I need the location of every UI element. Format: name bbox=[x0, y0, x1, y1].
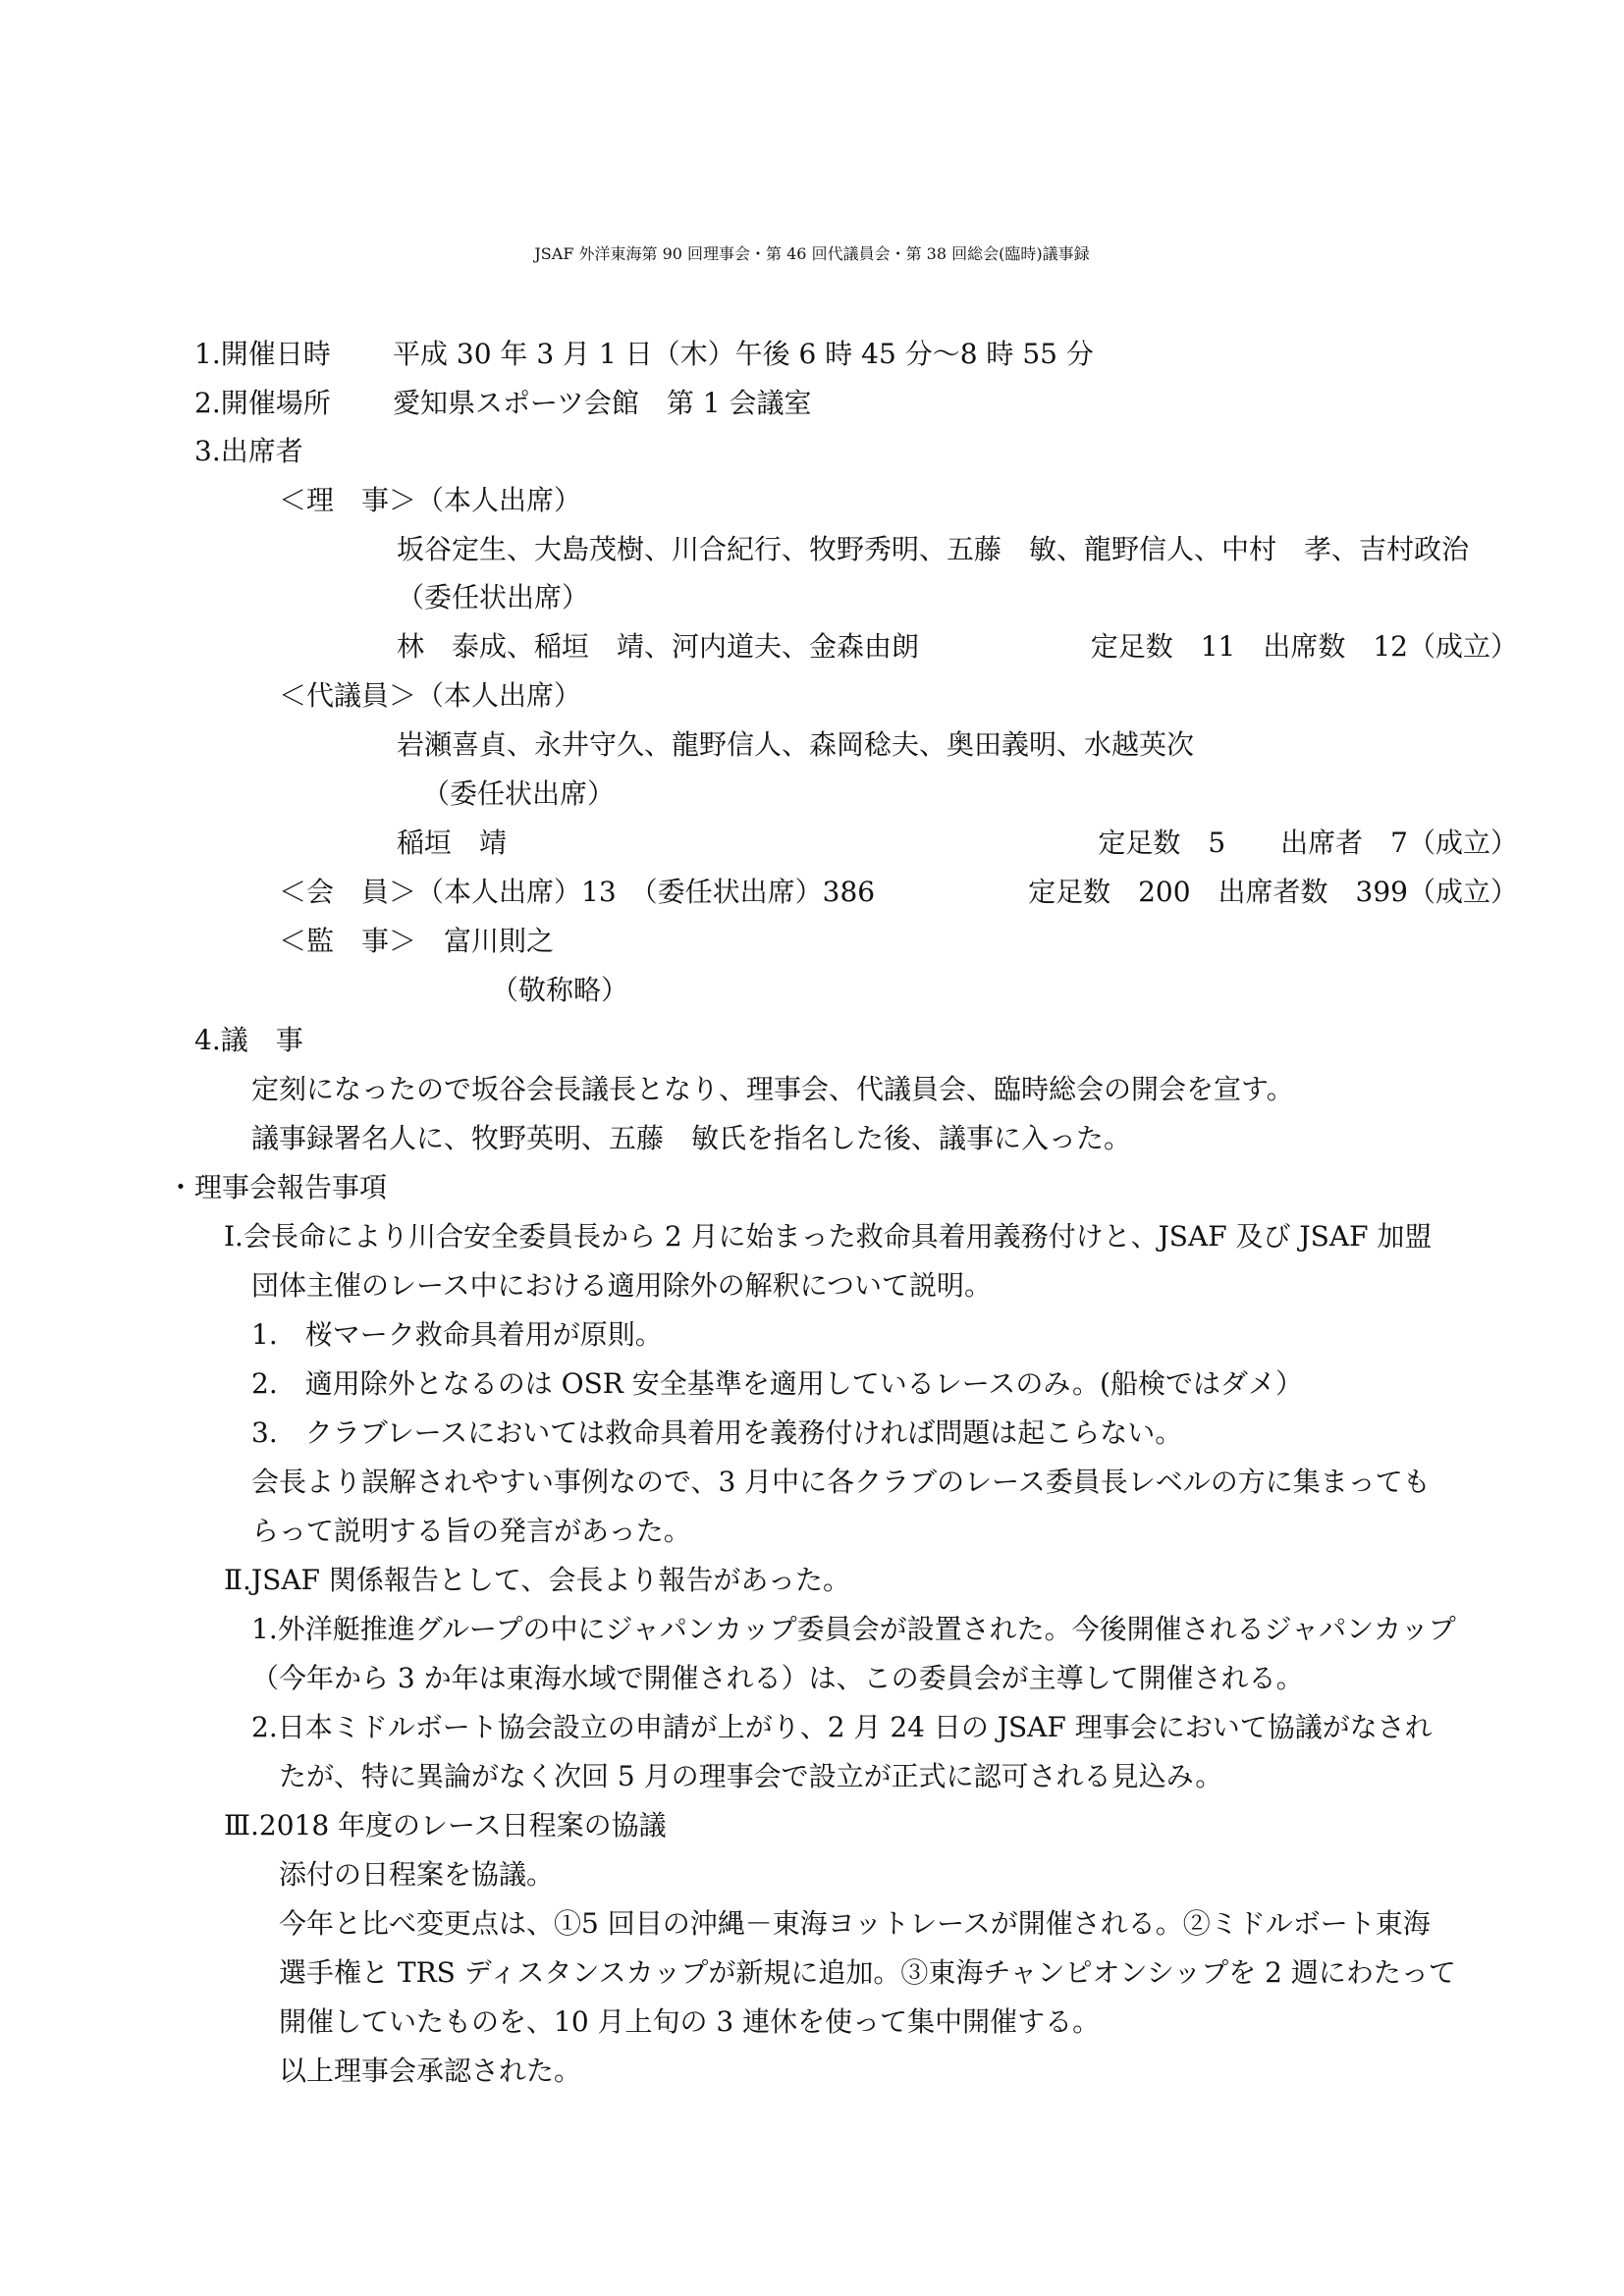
report-item3-line2: 今年と比べ変更点は、①5 回目の沖縄－東海ヨットレースが開催される。②ミドルボート東海 bbox=[279, 1907, 1431, 1940]
report-item1-line3: 会長より誤解されやすい事例なので、3 月中に各クラブのレース委員長レベルの方に集まっても bbox=[251, 1466, 1431, 1498]
report-item1-line1: Ⅰ.会長命により川合安全委員長から 2 月に始まった救命具着用義務付けと、JSAF 及び JSAF 加盟 bbox=[224, 1220, 1433, 1253]
report-item1-list-3: 3. クラブレースにおいては救命具着用を義務付ければ問題は起こらない。 bbox=[251, 1416, 1183, 1449]
report-item2-2-line2: たが、特に異論がなく次回 5 月の理事会で設立が正式に認可される見込み。 bbox=[279, 1760, 1223, 1792]
delegates-present: 岩瀬喜貞、永井守久、龍野信人、森岡稔夫、奥田義明、水越英次 bbox=[397, 728, 1195, 761]
report-item2-heading: Ⅱ.JSAF 関係報告として、会長より報告があった。 bbox=[224, 1564, 851, 1596]
directors-heading: ＜理 事＞（本人出席） bbox=[279, 484, 582, 516]
members-quorum: 定足数 200 出席者数 399（成立） bbox=[1028, 876, 1518, 908]
report-item3-line5: 以上理事会承認された。 bbox=[279, 2055, 582, 2087]
date-value: 平成 30 年 3 月 1 日（木）午後 6 時 45 分～8 時 55 分 bbox=[393, 338, 1094, 370]
delegates-heading: ＜代議員＞（本人出席） bbox=[279, 679, 582, 712]
report-item2-1-line1: 1.外洋艇推進グループの中にジャパンカップ委員会が設置された。今後開催されるジャパンカップ bbox=[251, 1613, 1456, 1645]
report-item1-list-2: 2. 適用除外となるのは OSR 安全基準を適用しているレースのみ。(船検ではダメ） bbox=[251, 1367, 1303, 1400]
directors-present: 坂谷定生、大島茂樹、川合紀行、牧野秀明、五藤 敏、龍野信人、中村 孝、吉村政治 bbox=[397, 533, 1470, 565]
report-item1-list-1: 1. 桜マーク救命具着用が原則。 bbox=[251, 1318, 663, 1351]
report-item3-line1: 添付の日程案を協議。 bbox=[279, 1858, 555, 1891]
agenda-label: 4.議 事 bbox=[194, 1024, 303, 1056]
agenda-paragraph-1: 定刻になったので坂谷会長議長となり、理事会、代議員会、臨時総会の開会を宣す。 bbox=[251, 1073, 1294, 1105]
delegates-proxy: 稲垣 靖 bbox=[397, 827, 508, 859]
report-item3-heading: Ⅲ.2018 年度のレース日程案の協議 bbox=[224, 1809, 667, 1842]
delegates-proxy-heading: （委任状出席） bbox=[422, 777, 616, 810]
directors-proxy: 林 泰成、稲垣 靖、河内道夫、金森由朗 bbox=[397, 630, 920, 663]
honorific-note: （敬称略） bbox=[491, 974, 629, 1006]
agenda-paragraph-2: 議事録署名人に、牧野英明、五藤 敏氏を指名した後、議事に入った。 bbox=[251, 1122, 1132, 1154]
place-value: 愛知県スポーツ会館 第 1 会議室 bbox=[393, 387, 812, 419]
directors-proxy-heading: （委任状出席） bbox=[397, 581, 590, 614]
date-label: 1.開催日時 bbox=[194, 338, 331, 370]
delegates-quorum: 定足数 5 出席者 7（成立） bbox=[1098, 827, 1518, 859]
directors-quorum: 定足数 11 出席数 12（成立） bbox=[1090, 630, 1518, 663]
report-item3-line4: 開催していたものを、10 月上旬の 3 連休を使って集中開催する。 bbox=[279, 2005, 1101, 2038]
place-label: 2.開催場所 bbox=[194, 387, 331, 419]
report-item2-2-line1: 2.日本ミドルボート協会設立の申請が上がり、2 月 24 日の JSAF 理事会において協議がなされ bbox=[251, 1711, 1433, 1743]
report-heading: ・理事会報告事項 bbox=[167, 1171, 388, 1203]
report-item1-line4: らって説明する旨の発言があった。 bbox=[251, 1515, 691, 1547]
attendees-label: 3.出席者 bbox=[194, 435, 303, 467]
auditor-line: ＜監 事＞ 富川則之 bbox=[279, 925, 555, 957]
document-title: JSAF 外洋東海第 90 回理事会・第 46 回代議員会・第 38 回総会(臨時)議事録 bbox=[534, 244, 1090, 263]
members-line: ＜会 員＞（本人出席）13 （委任状出席）386 bbox=[279, 876, 876, 908]
report-item1-line2: 団体主催のレース中における適用除外の解釈について説明。 bbox=[251, 1269, 993, 1302]
report-item2-1-line2: （今年から 3 か年は東海水域で開催される）は、この委員会が主導して開催される。 bbox=[251, 1662, 1304, 1694]
report-item3-line3: 選手権と TRS ディスタンスカップが新規に追加。③東海チャンピオンシップを 2 週にわたって bbox=[279, 1956, 1456, 1989]
